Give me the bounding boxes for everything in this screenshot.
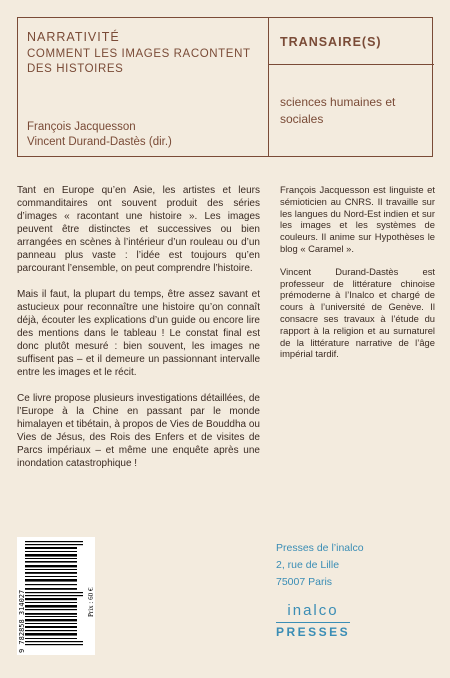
isbn-number: 9 782858 314027 — [18, 589, 26, 653]
vertical-divider — [268, 18, 269, 156]
horizontal-divider — [268, 64, 434, 65]
barcode-box — [17, 537, 95, 655]
author-bios — [280, 184, 435, 371]
author-jacquesson: François Jacquesson — [27, 121, 136, 133]
logo-divider — [276, 622, 350, 623]
blurb-paragraph-1: Tant en Europe qu’en Asie, les artistes et leurs commanditaires ont souvent produit des séries d’images « racontant une histoire ». Les images peuvent être distinctes et successives ou bien arrangées en scènes à l’intérieur d’un rouleau ou d’un panneau plus vaste : l’idée est toujours qu’en parcourant l’ensemble, on peut comprendre l’histoire. — [17, 185, 260, 274]
authors — [27, 120, 172, 150]
bio-jacquesson: François Jacquesson est linguiste et sémioticien au CNRS. Il travaille sur les langues du Nord-Est indien et sur les images et les systèmes de couleurs. Il anime sur Hypothèses le blog « Caramel ». — [280, 184, 435, 254]
publisher-address — [276, 540, 364, 591]
series-name: TRANSAIRE(S) — [280, 35, 382, 49]
publisher-city: 75007 Paris — [276, 576, 333, 588]
header-box — [17, 17, 433, 157]
publisher-name: Presses de l’inalco — [276, 542, 364, 554]
blurb-paragraph-3: Ce livre propose plusieurs investigations détaillées, de l’Europe à la Chine en passant par le monde himalayen et tibétain, à propos de Vies de Bouddha ou Vies de Jésus, des Rois des Enfers et de visites de Parcs impériaux – et même une enquête après une inondation catastrophique ! — [17, 393, 260, 469]
discipline-label: sciences humaines et sociales — [280, 95, 396, 126]
author-durand-dastes: Vincent Durand-Dastès (dir.) — [27, 136, 172, 148]
logo-presses: PRESSES — [276, 625, 351, 639]
blurb — [17, 184, 260, 483]
barcode-icon — [25, 541, 83, 649]
bio-durand-dastes: Vincent Durand-Dastès est professeur de littérature chinoise prémoderne à l’Inalco et chargé de cours à l’université de Genève. Il consacre ses travaux à l’étude du rapport à la religion et au surnaturel de la littérature narrative de l’âge impérial tardif. — [280, 265, 435, 360]
price-label: Prix : 60 € — [87, 587, 95, 617]
book-subtitle: COMMENT LES IMAGES RACONTENT DES HISTOIRES — [27, 48, 251, 75]
publisher-street: 2, rue de Lille — [276, 559, 340, 571]
logo-inalco: inalco — [287, 602, 339, 619]
publisher-logo — [276, 603, 350, 639]
book-title: NARRATIVITÉ — [27, 30, 120, 44]
blurb-paragraph-2: Mais il faut, la plupart du temps, être assez savant et astucieux pour reconnaître une histoire qu’on connaît déjà, écouter les explications d’un guide ou encore lire des mentions dans le tableau ! Le constat final est donc plutôt mesuré : bien souvent, les images ne suffisent pas – et il demeure un passionnant intervalle entre les images et le récit. — [17, 289, 260, 378]
